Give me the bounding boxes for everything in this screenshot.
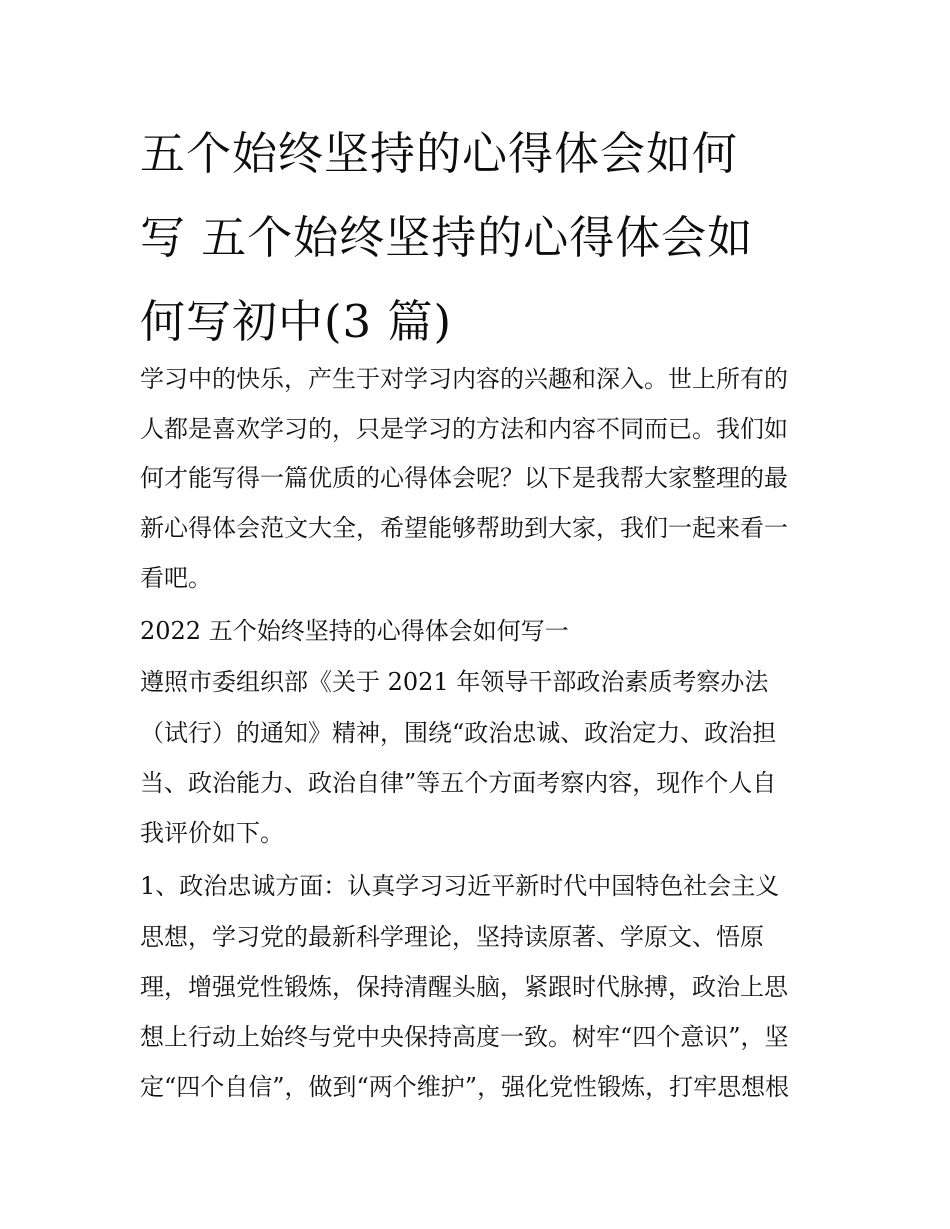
title-line: 何写初中(3 篇): [140, 295, 453, 348]
body-line: 遵照市委组织部《关于 2021 年领导干部政治素质考察办法: [140, 668, 769, 696]
title-line: 写 五个始终坚持的心得体会如: [140, 211, 754, 264]
body-line: 学习中的快乐，产生于对学习内容的兴趣和深入。世上所有的: [140, 365, 788, 393]
body-line: 想上行动上始终与党中央保持高度一致。树牢“四个意识”，坚: [140, 1023, 789, 1051]
body-line: 思想，学习党的最新科学理论，坚持读原著、学原文、悟原: [140, 923, 764, 951]
body-line: 当、政治能力、政治自律”等五个方面考察内容，现作个人自: [140, 769, 777, 797]
section-heading: 2022 五个始终坚持的心得体会如何写一: [140, 617, 569, 645]
body-line: 新心得体会范文大全，希望能够帮助到大家，我们一起来看一: [140, 514, 788, 542]
body-line: （试行）的通知》精神，围绕“政治忠诚、政治定力、政治担: [140, 719, 777, 747]
title-line: 五个始终坚持的心得体会如何: [140, 127, 739, 180]
body-line: 理，增强党性锻炼，保持清醒头脑，紧跟时代脉搏，政治上思: [140, 973, 788, 1001]
document-title: [140, 112, 820, 364]
body-line: 人都是喜欢学习的，只是学习的方法和内容不同而已。我们如: [140, 415, 788, 443]
body-line: 何才能写得一篇优质的心得体会呢？以下是我帮大家整理的最: [140, 464, 788, 492]
body-line: 1、政治忠诚方面：认真学习习近平新时代中国特色社会主义: [140, 872, 780, 900]
body-line: 定“四个自信”，做到“两个维护”，强化党性锻炼，打牢思想根: [140, 1073, 790, 1101]
body-line: 看吧。: [140, 564, 212, 592]
body-line: 我评价如下。: [140, 819, 284, 847]
